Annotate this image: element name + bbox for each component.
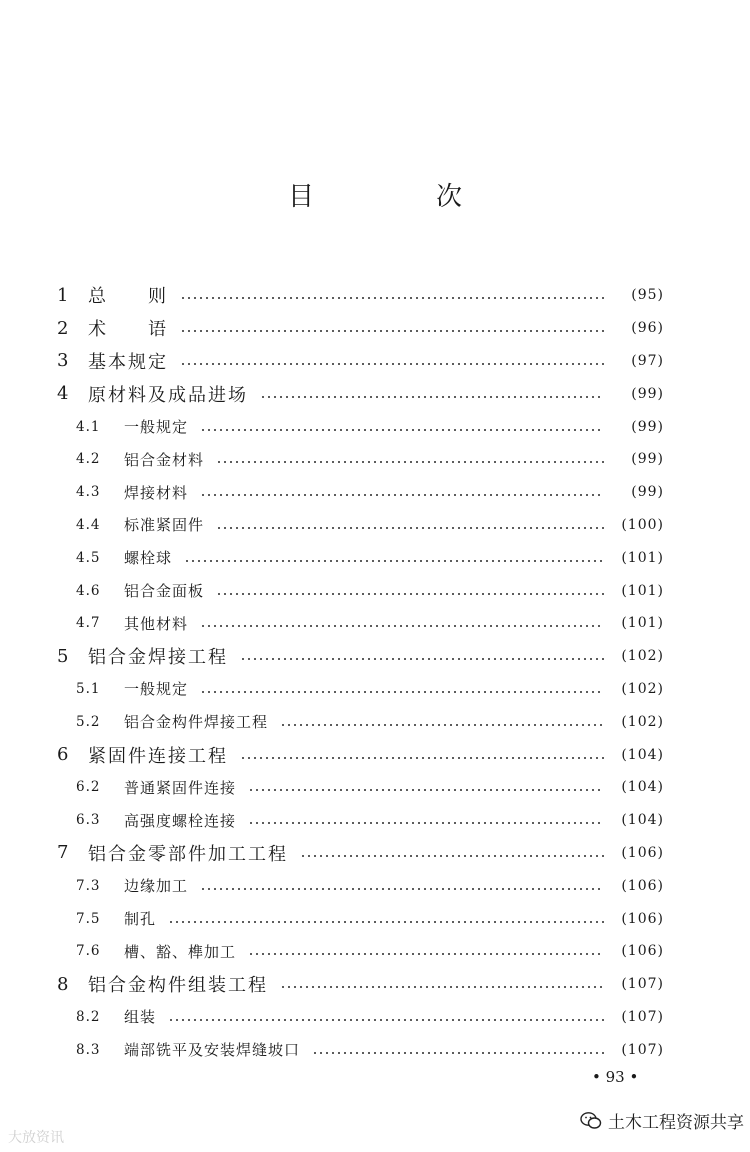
toc-entry-page: (107) <box>621 976 664 993</box>
toc-entry-number: 8.2 <box>76 1008 101 1025</box>
toc-entry-title: 标准紧固件 <box>124 516 205 535</box>
toc-entry-page: (102) <box>621 713 664 730</box>
toc-entry-number: 6 <box>57 744 69 766</box>
toc-entry-title: 端部铣平及安装焊缝坡口 <box>124 1041 301 1060</box>
toc-entry-page: (96) <box>631 320 664 337</box>
wechat-icon <box>580 1111 602 1131</box>
toc-entry-title: 铝合金零部件加工工程 <box>88 843 288 865</box>
toc-entry-number: 4.2 <box>76 451 101 468</box>
toc-leader-dots <box>312 1052 604 1054</box>
watermark-right <box>580 1108 744 1133</box>
toc-leader-dots <box>216 527 604 529</box>
toc-leader-dots <box>300 855 604 857</box>
toc-leader-dots <box>200 625 604 627</box>
toc-entry-number: 5.2 <box>76 713 101 730</box>
toc-entry <box>0 935 750 968</box>
toc-leader-dots <box>240 757 604 759</box>
toc-entry-title: 紧固件连接工程 <box>88 745 228 767</box>
toc-entry-page: (97) <box>631 352 664 369</box>
toc-entry <box>0 837 750 870</box>
page-number: • 93 • <box>592 1068 639 1086</box>
toc-entry-page: (99) <box>631 385 664 402</box>
toc-entry-page: (104) <box>621 746 664 763</box>
toc-leader-dots <box>248 822 604 824</box>
toc-entry <box>0 771 750 804</box>
toc-entry-title: 原材料及成品进场 <box>88 384 248 406</box>
toc-entry-number: 3 <box>57 350 69 372</box>
toc-leader-dots <box>180 363 604 365</box>
toc-leader-dots <box>260 396 604 398</box>
toc-leader-dots <box>280 724 604 726</box>
toc-entry <box>0 377 750 410</box>
toc-entry <box>0 509 750 542</box>
toc-entry-page: (99) <box>631 451 664 468</box>
table-of-contents <box>0 279 750 1066</box>
toc-entry-number: 4.4 <box>76 516 101 533</box>
toc-entry-number: 7.5 <box>76 910 101 927</box>
toc-entry-number: 7.3 <box>76 877 101 894</box>
toc-entry-title: 基本规定 <box>88 351 168 373</box>
toc-entry-page: (104) <box>621 779 664 796</box>
toc-leader-dots <box>200 494 604 496</box>
toc-entry-title: 螺栓球 <box>124 549 173 568</box>
toc-entry <box>0 1001 750 1034</box>
toc-entry-page: (101) <box>621 615 664 632</box>
toc-entry <box>0 279 750 312</box>
toc-entry-page: (100) <box>621 516 664 533</box>
toc-entry-number: 2 <box>57 317 69 339</box>
toc-entry-page: (102) <box>621 680 664 697</box>
toc-entry <box>0 902 750 935</box>
toc-entry <box>0 673 750 706</box>
toc-entry-title: 普通紧固件连接 <box>124 778 237 797</box>
toc-entry-page: (107) <box>621 1008 664 1025</box>
toc-leader-dots <box>240 658 604 660</box>
toc-entry-page: (106) <box>621 943 664 960</box>
toc-entry-page: (107) <box>621 1041 664 1058</box>
toc-entry <box>0 705 750 738</box>
toc-entry-title: 术 语 <box>88 319 168 341</box>
toc-entry-page: (101) <box>621 582 664 599</box>
toc-leader-dots <box>200 888 604 890</box>
toc-entry-page: (99) <box>631 418 664 435</box>
toc-leader-dots <box>168 921 604 923</box>
toc-entry-title: 铝合金材料 <box>124 450 205 469</box>
toc-entry-page: (99) <box>631 484 664 501</box>
toc-entry-title: 铝合金构件焊接工程 <box>124 713 269 732</box>
toc-entry-number: 6.2 <box>76 779 101 796</box>
toc-leader-dots <box>180 330 604 332</box>
toc-leader-dots <box>248 953 604 955</box>
toc-leader-dots <box>180 297 604 299</box>
toc-entry-page: (95) <box>631 287 664 304</box>
toc-entry <box>0 541 750 574</box>
toc-entry <box>0 345 750 378</box>
page-title: 目 次 <box>287 182 510 212</box>
toc-entry-number: 4.3 <box>76 484 101 501</box>
toc-entry-title: 高强度螺栓连接 <box>124 811 237 830</box>
toc-entry-page: (102) <box>621 648 664 665</box>
toc-entry <box>0 738 750 771</box>
toc-entry-number: 5.1 <box>76 680 101 697</box>
toc-entry-page: (106) <box>621 910 664 927</box>
toc-entry-number: 4.5 <box>76 549 101 566</box>
toc-entry-number: 4 <box>57 383 69 405</box>
toc-entry-title: 铝合金面板 <box>124 582 205 601</box>
toc-entry-number: 7.6 <box>76 943 101 960</box>
toc-entry-title: 其他材料 <box>124 614 189 633</box>
toc-entry-title: 焊接材料 <box>124 483 189 502</box>
toc-entry-title: 一般规定 <box>124 680 189 699</box>
toc-leader-dots <box>184 560 604 562</box>
toc-leader-dots <box>248 789 604 791</box>
toc-entry <box>0 476 750 509</box>
toc-entry-page: (106) <box>621 877 664 894</box>
toc-entry-title: 边缘加工 <box>124 877 189 896</box>
watermark-left: 大放资讯 <box>8 1130 64 1146</box>
toc-entry-number: 8 <box>57 973 69 995</box>
toc-entry-title: 总 则 <box>88 286 168 308</box>
toc-entry <box>0 312 750 345</box>
toc-entry-number: 4.6 <box>76 582 101 599</box>
toc-entry <box>0 410 750 443</box>
toc-entry-title: 铝合金焊接工程 <box>88 647 228 669</box>
toc-entry-title: 制孔 <box>124 910 157 929</box>
toc-entry-number: 1 <box>57 284 69 306</box>
toc-leader-dots <box>168 1019 604 1021</box>
watermark-right-text: 土木工程资源共享 <box>608 1113 744 1133</box>
toc-entry <box>0 640 750 673</box>
toc-entry-number: 6.3 <box>76 812 101 829</box>
toc-entry <box>0 968 750 1001</box>
toc-entry-number: 8.3 <box>76 1041 101 1058</box>
toc-entry-title: 铝合金构件组装工程 <box>88 975 268 997</box>
toc-entry <box>0 804 750 837</box>
toc-leader-dots <box>216 593 604 595</box>
toc-entry <box>0 607 750 640</box>
toc-entry-number: 4.1 <box>76 418 101 435</box>
toc-entry-page: (104) <box>621 812 664 829</box>
toc-entry-title: 槽、豁、榫加工 <box>124 942 237 961</box>
toc-leader-dots <box>200 691 604 693</box>
toc-leader-dots <box>280 986 604 988</box>
toc-entry-page: (106) <box>621 844 664 861</box>
toc-entry-title: 一般规定 <box>124 418 189 437</box>
toc-entry <box>0 443 750 476</box>
toc-entry-title: 组装 <box>124 1008 157 1027</box>
toc-entry-page: (101) <box>621 549 664 566</box>
toc-entry <box>0 869 750 902</box>
toc-entry <box>0 1033 750 1066</box>
toc-entry <box>0 574 750 607</box>
toc-entry-number: 5 <box>57 645 69 667</box>
toc-entry-number: 4.7 <box>76 615 101 632</box>
toc-leader-dots <box>216 461 604 463</box>
toc-entry-number: 7 <box>57 842 69 864</box>
toc-leader-dots <box>200 429 604 431</box>
